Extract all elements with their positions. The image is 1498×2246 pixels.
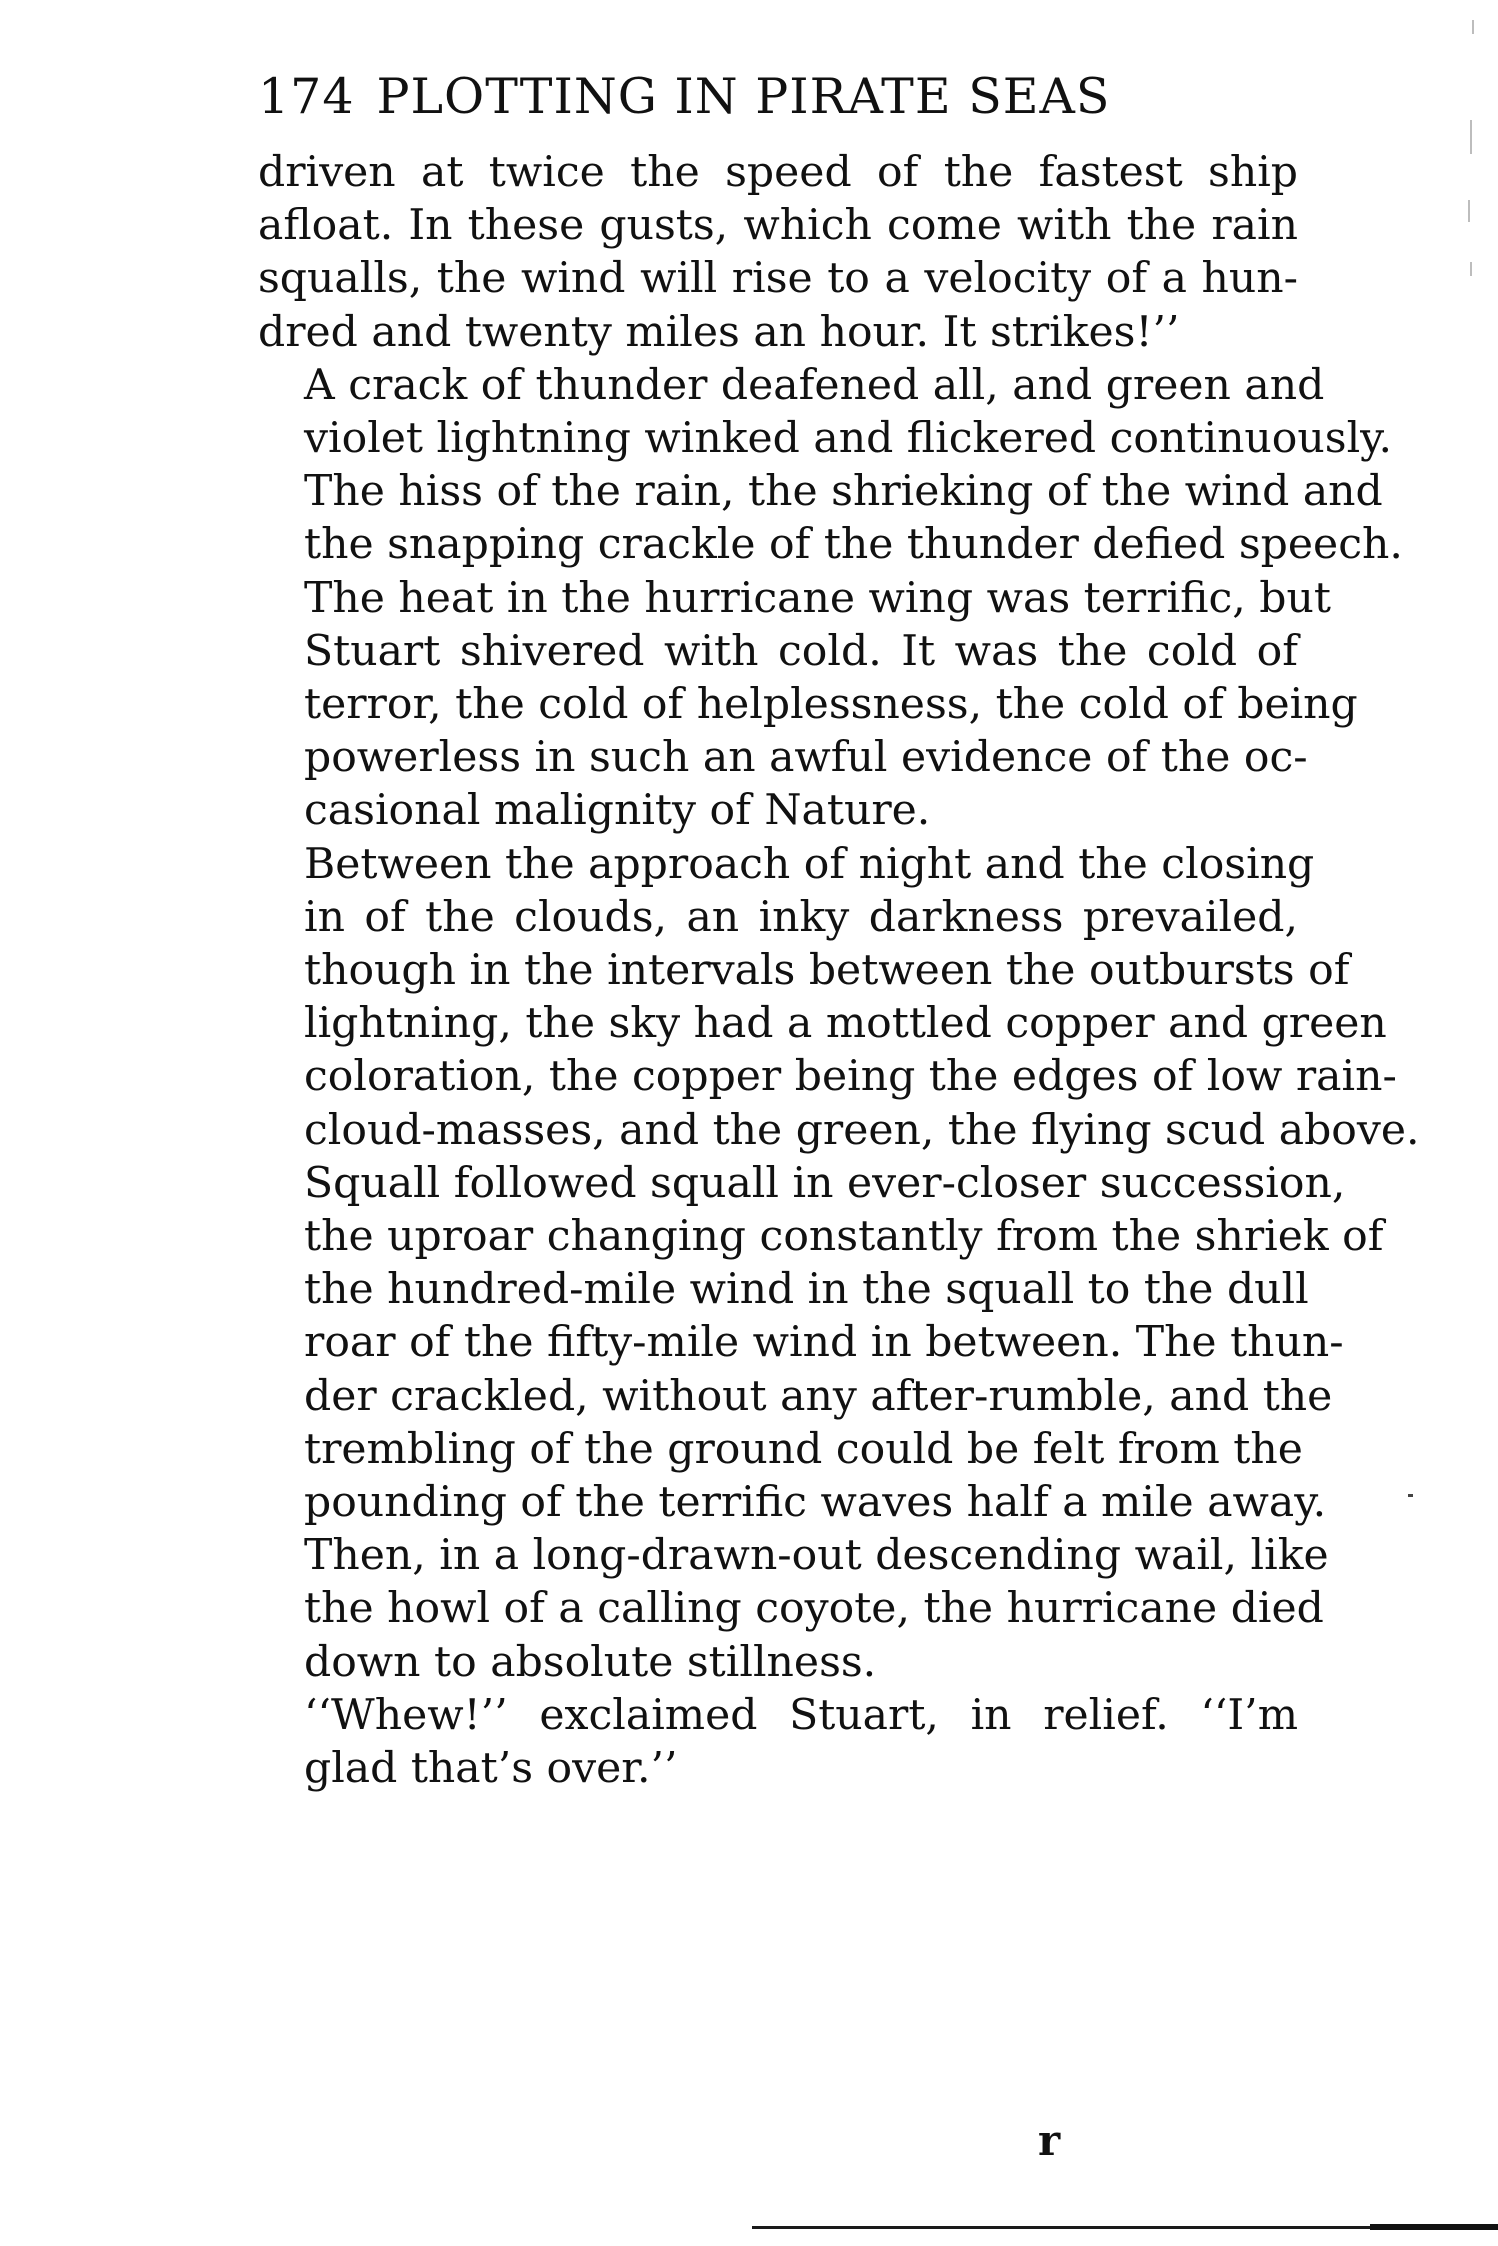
text-line: Stuart shivered with cold. It was the cold of	[304, 626, 1298, 676]
running-header	[258, 62, 1298, 132]
paragraph	[258, 1689, 1298, 1795]
text-line: violet lightning winked and flickered continuously.	[304, 414, 1393, 464]
paragraph	[258, 146, 1298, 359]
text-line: squalls, the wind will rise to a velocity of a hun-	[258, 254, 1298, 304]
text-line: trembling of the ground could be felt from the	[304, 1424, 1303, 1474]
text-line: the uproar changing constantly from the shriek of	[304, 1212, 1384, 1262]
margin-speck	[1472, 20, 1474, 34]
printer-signature-mark: r	[1038, 2116, 1061, 2165]
paragraph	[258, 838, 1420, 1157]
text-line: Squall followed squall in ever-closer succession,	[304, 1158, 1346, 1208]
text-line: A crack of thunder deafened all, and green and	[304, 360, 1325, 410]
text-line: lightning, the sky had a mottled copper and green	[304, 999, 1387, 1049]
text-line: driven at twice the speed of the fastest ship	[258, 148, 1298, 197]
text-line: dred and twenty miles an hour. It strikes!’’	[258, 307, 1180, 357]
text-line: ‘‘Whew!’’ exclaimed Stuart, in relief. ‘‘I’m	[304, 1690, 1298, 1740]
margin-speck	[1468, 200, 1470, 222]
margin-speck	[1470, 120, 1472, 154]
page-number: 174	[258, 68, 355, 125]
running-title: PLOTTING IN PIRATE SEAS	[376, 68, 1111, 125]
text-line: pounding of the terrific waves half a mile away.	[304, 1478, 1327, 1528]
text-line: The heat in the hurricane wing was terrific, but	[304, 573, 1331, 623]
text-line: cloud-masses, and the green, the flying scud above.	[304, 1105, 1420, 1155]
margin-speck	[1470, 262, 1472, 276]
paragraph	[258, 359, 1403, 838]
text-line: terror, the cold of helplessness, the cold of being	[304, 680, 1358, 730]
paragraph	[258, 1157, 1384, 1689]
text-line: down to absolute stillness.	[304, 1637, 877, 1687]
text-line: though in the intervals between the outbursts of	[304, 946, 1350, 996]
text-line: in of the clouds, an inky darkness prevailed,	[304, 892, 1298, 942]
text-line: the snapping crackle of the thunder defied speech.	[304, 520, 1403, 570]
text-line: Between the approach of night and the closing	[304, 839, 1315, 889]
text-line: roar of the fifty-mile wind in between. The thun-	[304, 1318, 1344, 1368]
text-line: the hundred-mile wind in the squall to the dull	[304, 1265, 1309, 1315]
margin-speck	[1408, 1494, 1413, 1497]
text-line: afloat. In these gusts, which come with the rain	[258, 201, 1298, 251]
text-line: coloration, the copper being the edges of low rain-	[304, 1052, 1397, 1102]
page-edge-rule-thick	[1370, 2224, 1498, 2230]
body-text	[258, 146, 1420, 1795]
text-line: Then, in a long-drawn-out descending wail, like	[304, 1531, 1329, 1581]
text-line: der crackled, without any after-rumble, and the	[304, 1371, 1333, 1421]
text-line: casional malignity of Nature.	[304, 786, 931, 836]
text-line: the howl of a calling coyote, the hurricane died	[304, 1584, 1324, 1634]
text-line: The hiss of the rain, the shrieking of the wind and	[304, 467, 1383, 517]
text-line: glad that’s over.’’	[304, 1744, 678, 1794]
text-line: powerless in such an awful evidence of the oc-	[304, 733, 1308, 783]
